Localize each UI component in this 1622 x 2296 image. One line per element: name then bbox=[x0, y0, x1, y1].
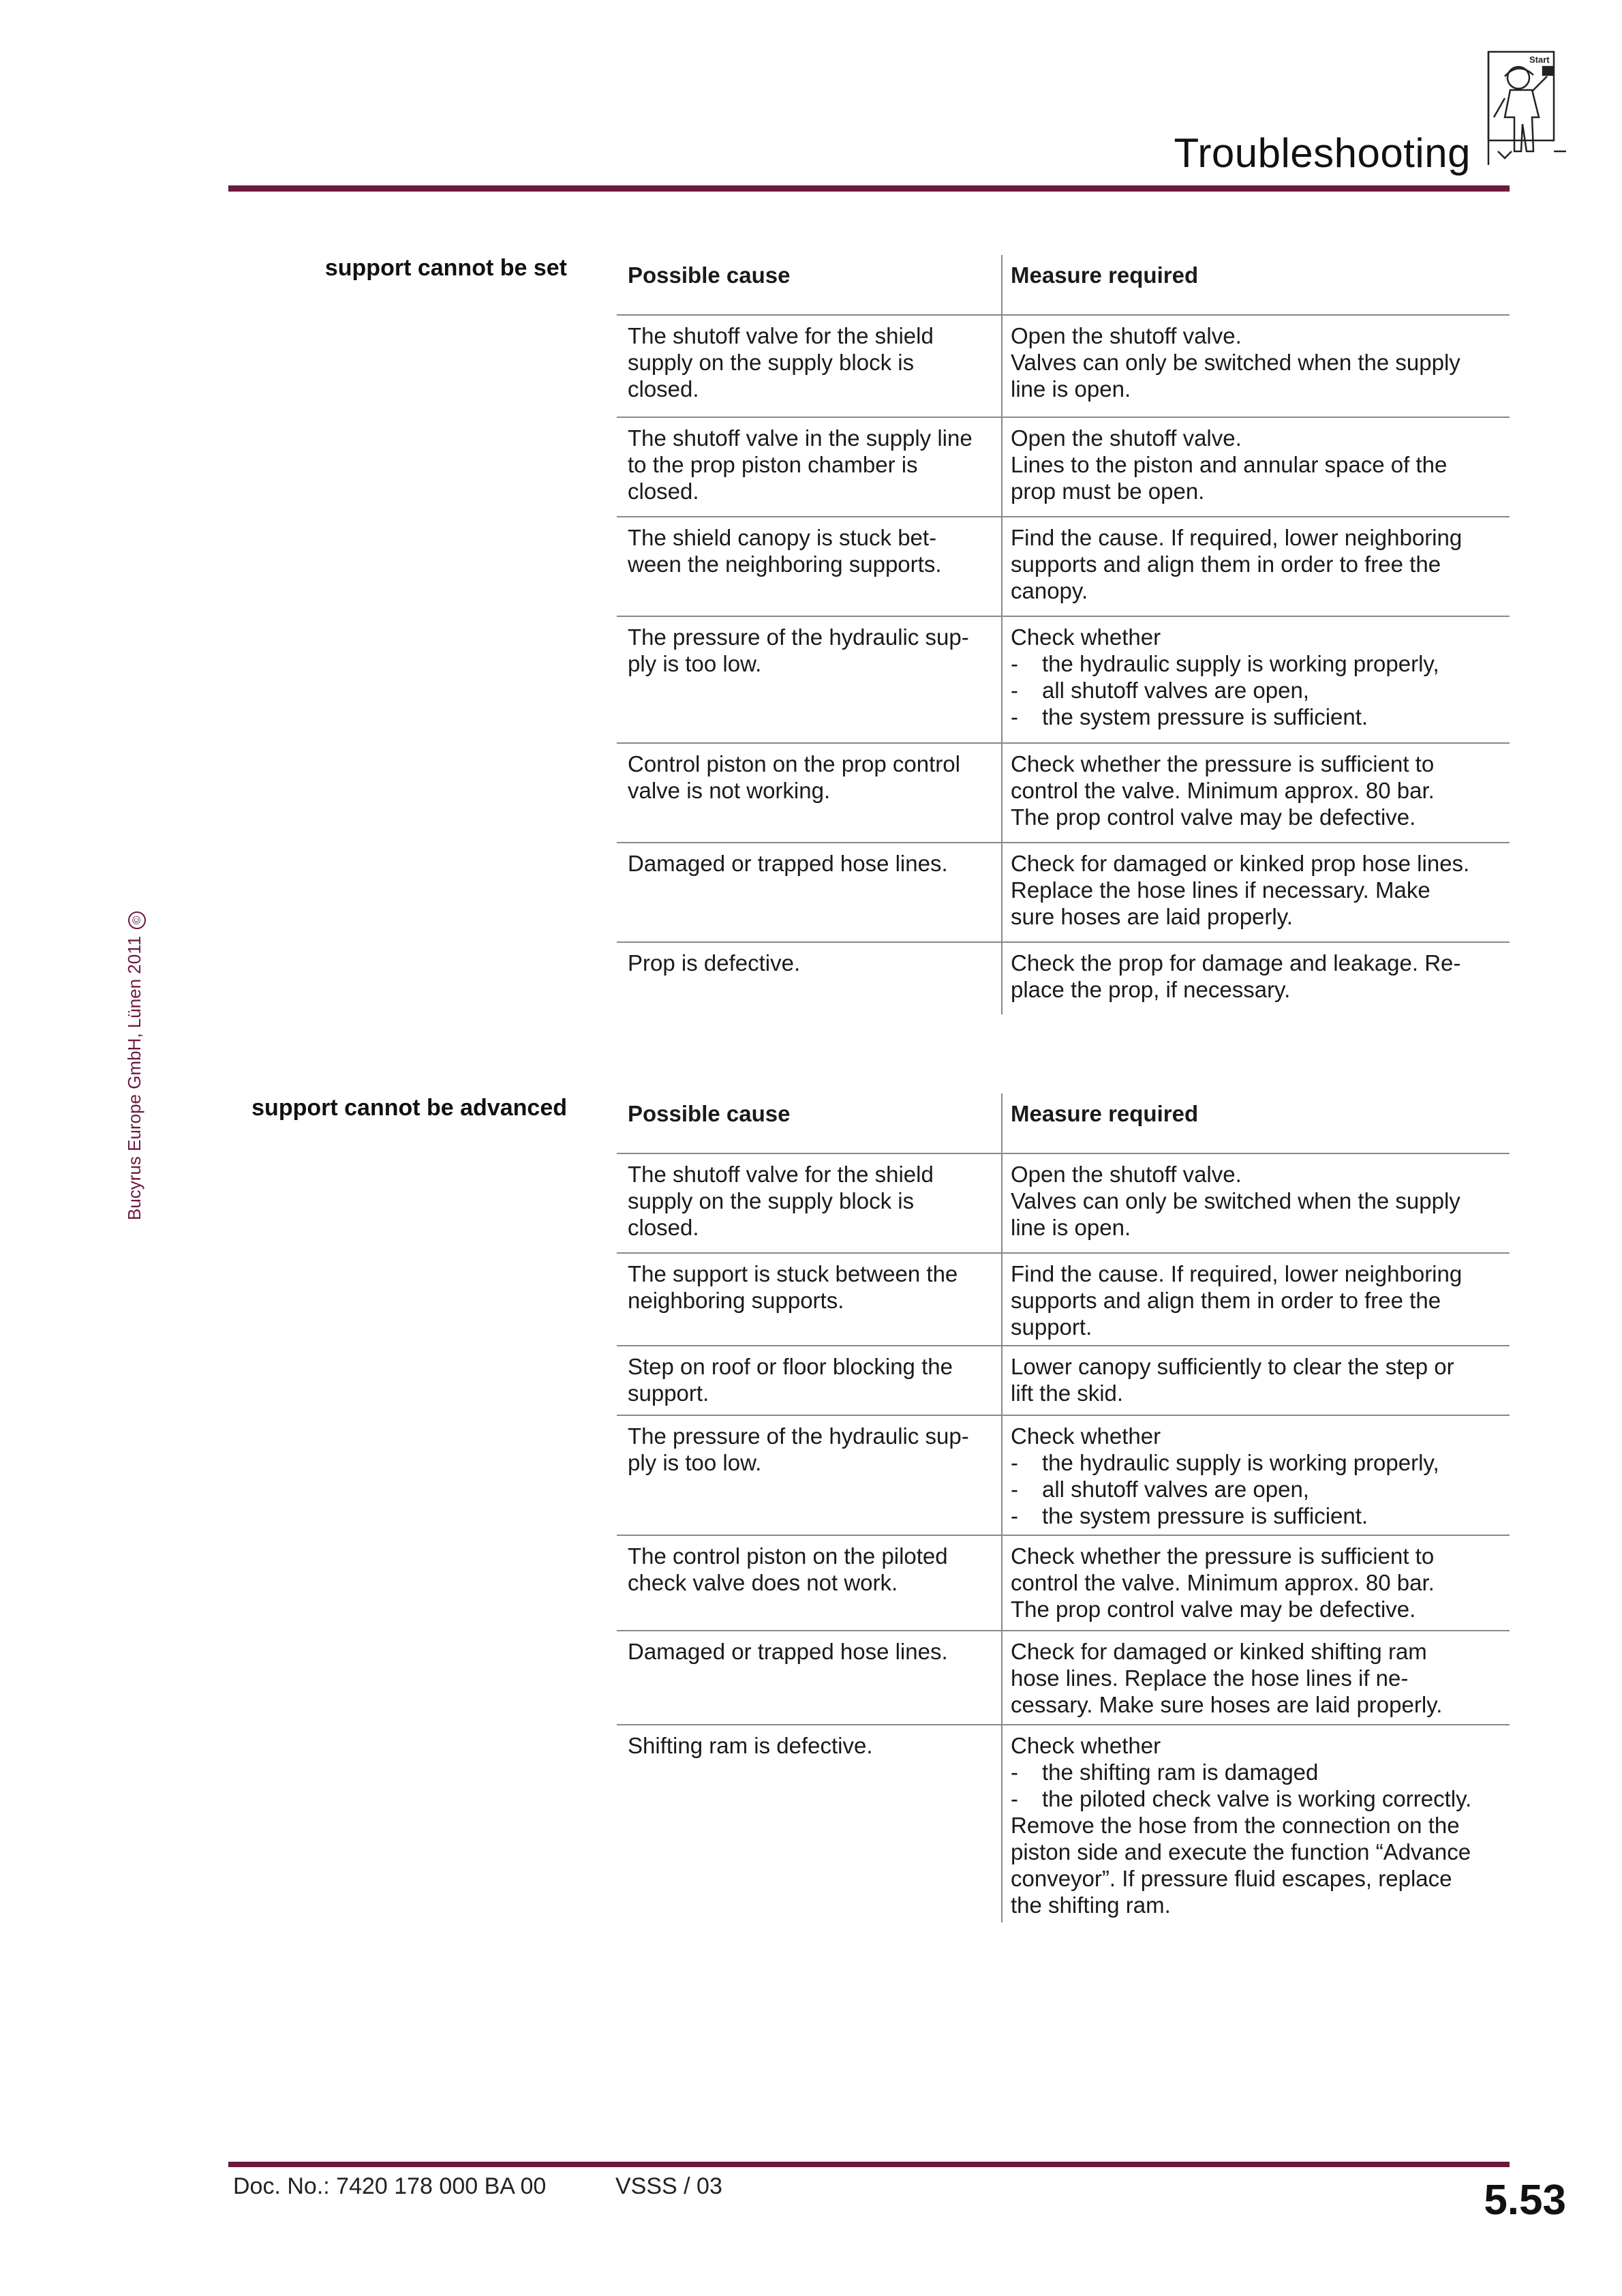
measure-line: Find the cause. If required, lower neighboring bbox=[1011, 525, 1463, 550]
cause-cell bbox=[617, 743, 1002, 843]
measure-line: line is open. bbox=[1011, 376, 1131, 402]
measure-line: Replace the hose lines if necessary. Make bbox=[1011, 877, 1430, 903]
measure-line: Remove the hose from the connection on the bbox=[1011, 1813, 1460, 1838]
measure-line: Check whether the pressure is sufficient to bbox=[1011, 1543, 1435, 1569]
measure-line: the shifting ram. bbox=[1011, 1892, 1171, 1918]
cause-cell bbox=[617, 1153, 1002, 1253]
cause-cell bbox=[617, 1415, 1002, 1535]
troubleshooting-table-advance bbox=[617, 1093, 1510, 1922]
measure-line: Valves can only be switched when the supply bbox=[1011, 1188, 1460, 1213]
measure-line: The prop control valve may be defective. bbox=[1011, 804, 1416, 830]
bullet-item bbox=[1011, 1476, 1510, 1502]
table-row bbox=[617, 616, 1510, 743]
cause-line: Prop is defective. bbox=[628, 950, 801, 976]
bullet-dash: - bbox=[1011, 1759, 1018, 1785]
table-header-row bbox=[617, 255, 1510, 315]
bullet-dash: - bbox=[1011, 1450, 1018, 1475]
table-row bbox=[617, 1415, 1510, 1535]
measure-cell bbox=[1002, 843, 1510, 942]
cause-line: Shifting ram is defective. bbox=[628, 1733, 873, 1758]
bullet-dash: - bbox=[1011, 1477, 1018, 1502]
section-label-cannot-be-set: support cannot be set bbox=[324, 255, 567, 281]
cause-cell bbox=[617, 1535, 1002, 1631]
cause-line: check valve does not work. bbox=[628, 1570, 898, 1595]
measure-cell bbox=[1002, 1631, 1510, 1725]
measure-line: line is open. bbox=[1011, 1215, 1131, 1240]
measure-cell bbox=[1002, 315, 1510, 417]
column-header-cause: Possible cause bbox=[617, 255, 1002, 315]
measure-line: conveyor”. If pressure fluid escapes, replace bbox=[1011, 1866, 1452, 1891]
measure-line: place the prop, if necessary. bbox=[1011, 977, 1291, 1002]
measure-line: Check whether bbox=[1011, 1733, 1161, 1758]
measure-cell bbox=[1002, 942, 1510, 1014]
cause-line: closed. bbox=[628, 376, 699, 402]
measure-line: Check whether bbox=[1011, 624, 1161, 650]
doc-number: Doc. No.: 7420 178 000 BA 00 bbox=[233, 2173, 547, 2199]
bullet-text: the system pressure is sufficient. bbox=[1042, 1503, 1368, 1528]
measure-line: lift the skid. bbox=[1011, 1380, 1124, 1406]
table-row bbox=[617, 1346, 1510, 1415]
bullet-text: the hydraulic supply is working properly, bbox=[1042, 1450, 1439, 1475]
cause-cell bbox=[617, 517, 1002, 616]
cause-cell bbox=[617, 616, 1002, 743]
measure-line: The prop control valve may be defective. bbox=[1011, 1597, 1416, 1622]
cause-line: ply is too low. bbox=[628, 651, 762, 676]
table-row bbox=[617, 1631, 1510, 1725]
cause-line: neighboring supports. bbox=[628, 1288, 844, 1313]
cause-line: The support is stuck between the bbox=[628, 1261, 958, 1286]
bullet-item bbox=[1011, 677, 1510, 704]
start-worker-logo-icon bbox=[1484, 49, 1566, 185]
measure-line: Check whether bbox=[1011, 1423, 1161, 1449]
measure-cell bbox=[1002, 616, 1510, 743]
bullet-text: the hydraulic supply is working properly, bbox=[1042, 651, 1439, 676]
measure-line: canopy. bbox=[1011, 578, 1088, 603]
bullet-text: the shifting ram is damaged bbox=[1042, 1759, 1319, 1785]
cause-cell bbox=[617, 1631, 1002, 1725]
measure-line: Open the shutoff valve. bbox=[1011, 1162, 1242, 1187]
table-row bbox=[617, 743, 1510, 843]
troubleshooting-table-set bbox=[617, 255, 1510, 1014]
cause-line: The pressure of the hydraulic sup- bbox=[628, 624, 969, 650]
column-header-cause: Possible cause bbox=[617, 1093, 1002, 1153]
measure-line: hose lines. Replace the hose lines if ne- bbox=[1011, 1665, 1409, 1691]
cause-line: Damaged or trapped hose lines. bbox=[628, 851, 948, 876]
cause-cell bbox=[617, 417, 1002, 517]
bullet-text: the piloted check valve is working correctly. bbox=[1042, 1786, 1472, 1811]
bullet-text: all shutoff valves are open, bbox=[1042, 678, 1309, 703]
doc-code: VSSS / 03 bbox=[615, 2173, 722, 2199]
cause-cell bbox=[617, 843, 1002, 942]
measure-cell bbox=[1002, 417, 1510, 517]
bullet-item bbox=[1011, 1502, 1510, 1529]
section-label-cannot-be-advanced: support cannot be advanced bbox=[251, 1095, 567, 1121]
cause-line: Damaged or trapped hose lines. bbox=[628, 1639, 948, 1664]
measure-cell bbox=[1002, 1153, 1510, 1253]
measure-line: control the valve. Minimum approx. 80 bar. bbox=[1011, 778, 1435, 803]
measure-cell bbox=[1002, 1725, 1510, 1922]
measure-cell bbox=[1002, 1346, 1510, 1415]
measure-line: Check for damaged or kinked shifting ram bbox=[1011, 1639, 1427, 1664]
cause-line: to the prop piston chamber is bbox=[628, 452, 918, 477]
cause-cell bbox=[617, 315, 1002, 417]
measure-cell bbox=[1002, 1535, 1510, 1631]
logo-label: Start bbox=[1529, 55, 1550, 65]
table-row bbox=[617, 843, 1510, 942]
cause-cell bbox=[617, 1725, 1002, 1922]
measure-line: Valves can only be switched when the supply bbox=[1011, 350, 1460, 375]
measure-line: supports and align them in order to free the bbox=[1011, 1288, 1441, 1313]
measure-line: supports and align them in order to free the bbox=[1011, 552, 1441, 577]
cause-line: The shutoff valve for the shield bbox=[628, 323, 934, 348]
table-row bbox=[617, 315, 1510, 417]
bullet-dash: - bbox=[1011, 1503, 1018, 1528]
bullet-item bbox=[1011, 1785, 1510, 1812]
measure-line: Lower canopy sufficiently to clear the step or bbox=[1011, 1354, 1454, 1379]
cause-line: The shield canopy is stuck bet- bbox=[628, 525, 937, 550]
measure-cell bbox=[1002, 517, 1510, 616]
measure-line: prop must be open. bbox=[1011, 479, 1205, 504]
measure-line: Check whether the pressure is sufficient to bbox=[1011, 751, 1435, 776]
bullet-item bbox=[1011, 1449, 1510, 1476]
cause-line: The shutoff valve in the supply line bbox=[628, 425, 973, 451]
bullet-item bbox=[1011, 650, 1510, 677]
cause-line: closed. bbox=[628, 479, 699, 504]
copyright-symbol: © bbox=[128, 911, 146, 929]
page-title: Troubleshooting bbox=[1174, 130, 1471, 176]
measure-line: Find the cause. If required, lower neighboring bbox=[1011, 1261, 1463, 1286]
bullet-dash: - bbox=[1011, 1786, 1018, 1811]
cause-line: The shutoff valve for the shield bbox=[628, 1162, 934, 1187]
measure-cell bbox=[1002, 1415, 1510, 1535]
cause-cell bbox=[617, 1253, 1002, 1346]
measure-line: cessary. Make sure hoses are laid properly. bbox=[1011, 1692, 1443, 1717]
measure-line: Check for damaged or kinked prop hose lines. bbox=[1011, 851, 1470, 876]
table-row bbox=[617, 417, 1510, 517]
table-row bbox=[617, 1253, 1510, 1346]
copyright-text: Bucyrus Europe GmbH, Lünen 2011 bbox=[124, 935, 144, 1220]
cause-line: Control piston on the prop control bbox=[628, 751, 960, 776]
cause-line: supply on the supply block is bbox=[628, 350, 915, 375]
cause-line: valve is not working. bbox=[628, 778, 831, 803]
table-header-row bbox=[617, 1093, 1510, 1153]
cause-line: ween the neighboring supports. bbox=[628, 552, 942, 577]
measure-line: support. bbox=[1011, 1314, 1092, 1340]
header-rule bbox=[228, 185, 1510, 192]
bullet-dash: - bbox=[1011, 678, 1018, 703]
column-header-measure: Measure required bbox=[1011, 262, 1199, 288]
measure-line: piston side and execute the function “Advance bbox=[1011, 1839, 1471, 1864]
table-row bbox=[617, 1725, 1510, 1922]
table-row bbox=[617, 942, 1510, 1014]
footer-rule bbox=[228, 2162, 1510, 2167]
cause-line: The pressure of the hydraulic sup- bbox=[628, 1423, 969, 1449]
measure-line: sure hoses are laid properly. bbox=[1011, 904, 1293, 929]
bullet-dash: - bbox=[1011, 704, 1018, 729]
cause-cell bbox=[617, 1346, 1002, 1415]
table-row bbox=[617, 1535, 1510, 1631]
bullet-dash: - bbox=[1011, 651, 1018, 676]
measure-line: control the valve. Minimum approx. 80 bar. bbox=[1011, 1570, 1435, 1595]
bullet-item bbox=[1011, 1759, 1510, 1785]
cause-line: ply is too low. bbox=[628, 1450, 762, 1475]
cause-line: closed. bbox=[628, 1215, 699, 1240]
page-number: 5.53 bbox=[1484, 2177, 1566, 2224]
cause-cell bbox=[617, 942, 1002, 1014]
measure-cell bbox=[1002, 1253, 1510, 1346]
bullet-text: the system pressure is sufficient. bbox=[1042, 704, 1368, 729]
table-row bbox=[617, 1153, 1510, 1253]
cause-line: supply on the supply block is bbox=[628, 1188, 915, 1213]
cause-line: support. bbox=[628, 1380, 709, 1406]
bullet-item bbox=[1011, 704, 1510, 730]
measure-line: Open the shutoff valve. bbox=[1011, 323, 1242, 348]
measure-cell bbox=[1002, 743, 1510, 843]
measure-line: Lines to the piston and annular space of the bbox=[1011, 452, 1448, 477]
column-header-measure: Measure required bbox=[1011, 1101, 1199, 1126]
copyright-note bbox=[124, 911, 146, 1220]
table-row bbox=[617, 517, 1510, 616]
measure-line: Check the prop for damage and leakage. Re- bbox=[1011, 950, 1461, 976]
bullet-text: all shutoff valves are open, bbox=[1042, 1477, 1309, 1502]
cause-line: The control piston on the piloted bbox=[628, 1543, 948, 1569]
measure-line: Open the shutoff valve. bbox=[1011, 425, 1242, 451]
cause-line: Step on roof or floor blocking the bbox=[628, 1354, 953, 1379]
